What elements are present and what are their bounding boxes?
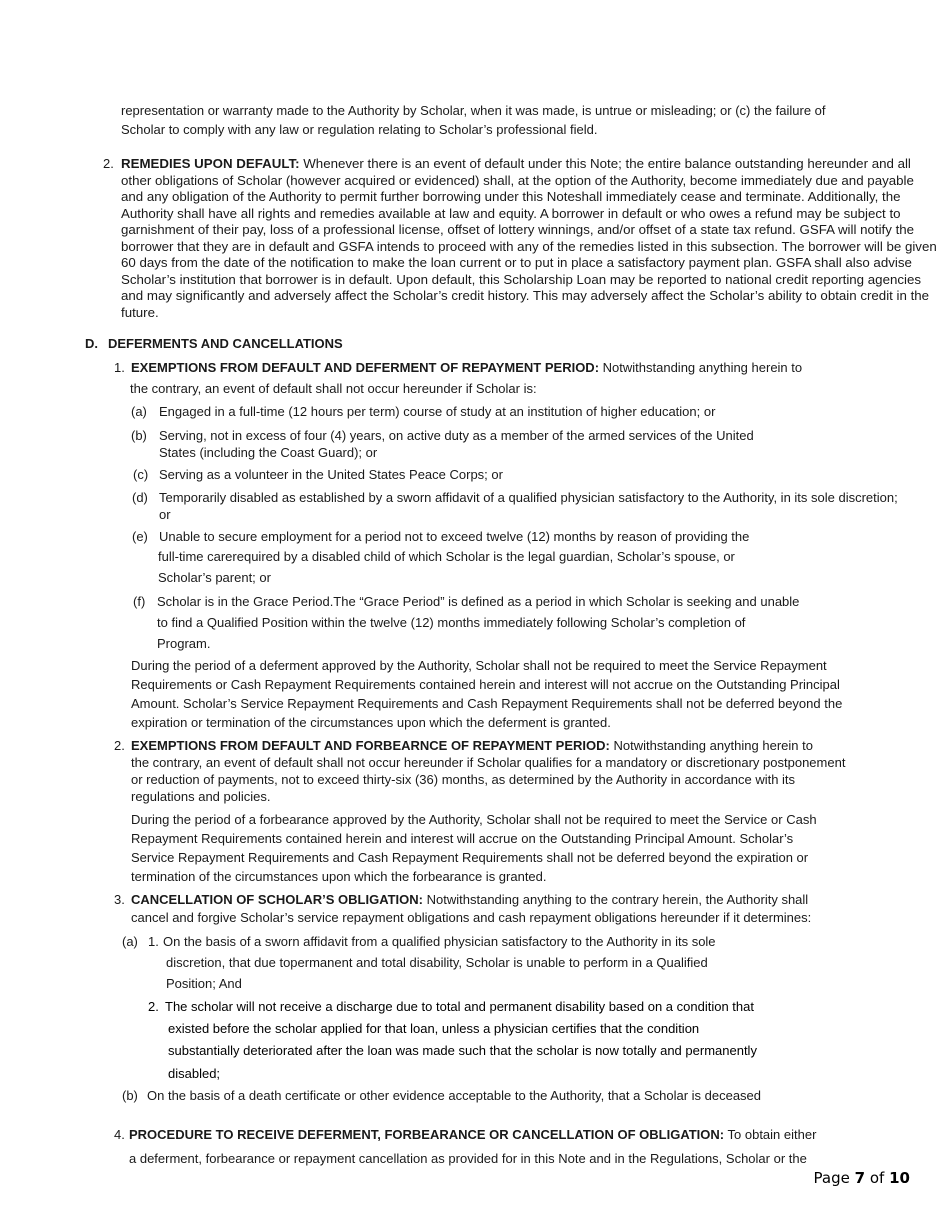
item2-para-line-1: During the period of a forbearance approved by the Authority, Scholar shall not be required to meet the Service or Cash	[131, 812, 817, 827]
item3-title: CANCELLATION OF SCHOLAR’S OBLIGATION:	[131, 892, 423, 907]
item1-a-label: (a)	[131, 404, 147, 419]
item1-title: EXEMPTIONS FROM DEFAULT AND DEFERMENT OF REPAYMENT PERIOD:	[131, 360, 600, 375]
item4-title: PROCEDURE TO RECEIVE DEFERMENT, FORBEARANCE OR CANCELLATION OF OBLIGATION:	[129, 1127, 725, 1142]
item2-para-line-4: termination of the circumstances upon which the forbearance is granted.	[131, 869, 547, 884]
item4-heading-line	[129, 1127, 816, 1143]
item3-a1-text-1: On the basis of a sworn affidavit from a qualified physician satisfactory to the Authority in its sole	[163, 934, 716, 949]
remedies-title: REMEDIES UPON DEFAULT:	[121, 156, 300, 171]
item2-line-2: the contrary, an event of default shall not occur hereunder if Scholar qualifies for a mandatory or discretionary postponement	[131, 755, 846, 770]
item1-d-text-1: Temporarily disabled as established by a sworn affidavit of a qualified physician satisfactory to the Authority, in its sole discretion;	[159, 490, 898, 505]
remedies-paragraph	[121, 156, 939, 321]
item3-a2-number: 2.	[148, 999, 159, 1014]
remedies-body: Whenever there is an event of default under this Note; the entire balance outstanding hereunder and all other obligations of Scholar (however acquired or evidenced) shall, at the option of the Authority, become immediately due and payable and any obligation of the Authority to permit further borrowing under this Noteshall immediately cease and terminate. Additionally, the Authority shall have all rights and remedies available at law and equity. A borrower in default or who owes a refund may be subject to garnishment of their pay, loss of a professional license, offset of lottery winnings, and/or offset of a state tax refund. GSFA will notify the borrower that they are in default and GSFA intends to proceed with any of the remedies listed in this subsection. The borrower will be given 60 days from the date of the notification to make the loan current or to put in place a satisfactory payment plan. GSFA shall also advise Scholar’s institution that borrower is in default. Upon default, this Scholarship Loan may be reported to national credit reporting agencies and may significantly and adversely affect the Scholar’s credit history. This may adversely affect the Scholar’s ability to obtain credit in the future.	[121, 156, 937, 320]
item2-line-3: or reduction of payments, not to exceed thirty-six (36) months, as determined by the Authority in accordance with its	[131, 772, 796, 787]
item1-line-2: the contrary, an event of default shall not occur hereunder if Scholar is:	[130, 381, 537, 396]
item2-para-line-2: Repayment Requirements contained herein and interest will accrue on the Outstanding Principal Amount. Scholar’s	[131, 831, 794, 846]
item1-f-text-1: Scholar is in the Grace Period.The “Grace Period” is defined as a period in which Scholar is seeking and unable	[157, 594, 800, 609]
item3-heading-line	[131, 892, 808, 908]
item2-title: EXEMPTIONS FROM DEFAULT AND FORBEARNCE OF REPAYMENT PERIOD:	[131, 738, 610, 753]
item1-c-label: (c)	[133, 467, 149, 482]
item3-a2-text-3: substantially deteriorated after the loan was made such that the scholar is now totally and permanently	[168, 1043, 757, 1058]
remedies-number: 2.	[103, 156, 114, 171]
item3-a-label: (a)	[122, 934, 138, 949]
item3-a2-text-1: The scholar will not receive a discharge due to total and permanent disability based on a condition that	[165, 999, 754, 1014]
item2-line-4: regulations and policies.	[131, 789, 271, 804]
item1-b-text-2: States (including the Coast Guard); or	[159, 445, 378, 460]
item3-a1-text-3: Position; And	[166, 976, 242, 991]
item1-e-label: (e)	[132, 529, 148, 544]
item1-f-label: (f)	[133, 594, 146, 609]
item3-b-text: On the basis of a death certificate or other evidence acceptable to the Authority, that a Scholar is deceased	[147, 1088, 762, 1103]
item3-a2-text-4: disabled;	[168, 1066, 221, 1081]
item1-number: 1.	[114, 360, 125, 375]
section-d-title: DEFERMENTS AND CANCELLATIONS	[108, 336, 343, 351]
item1-d-label: (d)	[132, 490, 148, 505]
item1-para-line-1: During the period of a deferment approved by the Authority, Scholar shall not be required to meet the Service Repayment	[131, 658, 827, 673]
intro-line-2: Scholar to comply with any law or regulation relating to Scholar’s professional field.	[121, 122, 598, 137]
item1-b-text-1: Serving, not in excess of four (4) years, on active duty as a member of the armed services of the United	[159, 428, 754, 443]
item4-number: 4.	[114, 1127, 125, 1142]
intro-line-1: representation or warranty made to the Authority by Scholar, when it was made, is untrue or misleading; or (c) the failure of	[121, 103, 826, 118]
item1-f-text-3: Program.	[157, 636, 211, 651]
item1-para-line-3: Amount. Scholar’s Service Repayment Requirements and Cash Repayment Requirements shall not be deferred beyond the	[131, 696, 843, 711]
item1-para-line-4: expiration or termination of the circumstances upon which the deferment is granted.	[131, 715, 611, 730]
item3-line-2: cancel and forgive Scholar’s service repayment obligations and cash repayment obligations hereunder if it determines:	[131, 910, 812, 925]
item1-a-text: Engaged in a full-time (12 hours per term) course of study at an institution of higher education; or	[159, 404, 716, 419]
item1-heading-line	[131, 360, 802, 376]
item1-e-text-2: full-time carerequired by a disabled child of which Scholar is the legal guardian, Scholar’s spouse, or	[158, 549, 735, 564]
item2-line-1: Notwithstanding anything herein to	[613, 738, 813, 753]
section-d-letter: D.	[85, 336, 98, 351]
item3-a1-text-2: discretion, that due topermanent and total disability, Scholar is unable to perform in a Qualified	[166, 955, 708, 970]
item1-f-text-2: to find a Qualified Position within the twelve (12) months immediately following Scholar’s completion of	[157, 615, 746, 630]
item3-a2-text-2: existed before the scholar applied for that loan, unless a physician certifies that the condition	[168, 1021, 700, 1036]
item4-line-2: a deferment, forbearance or repayment cancellation as provided for in this Note and in the Regulations, Scholar or the	[129, 1151, 807, 1166]
item1-d-text-2: or	[159, 507, 171, 522]
item1-e-text-3: Scholar’s parent; or	[158, 570, 271, 585]
item3-a1-number: 1.	[148, 934, 159, 949]
item3-number: 3.	[114, 892, 125, 907]
item1-e-text-1: Unable to secure employment for a period not to exceed twelve (12) months by reason of providing the	[159, 529, 750, 544]
item3-b-label: (b)	[122, 1088, 138, 1103]
item2-para-line-3: Service Repayment Requirements and Cash Repayment Requirements shall not be deferred beyond the expiration or	[131, 850, 809, 865]
item1-para-line-2: Requirements or Cash Repayment Requirements contained herein and interest will not accrue on the Outstanding Principal	[131, 677, 840, 692]
item2-number: 2.	[114, 738, 125, 753]
page-total: 10	[889, 1169, 910, 1187]
item1-b-label: (b)	[131, 428, 147, 443]
item4-line-1: To obtain either	[727, 1127, 817, 1142]
page-current: 7	[854, 1169, 866, 1187]
item1-line-1: Notwithstanding anything herein to	[602, 360, 803, 375]
item3-line-1: Notwithstanding anything to the contrary herein, the Authority shall	[426, 892, 809, 907]
page-number	[814, 1169, 910, 1187]
page-of: of	[869, 1169, 885, 1187]
item1-c-text: Serving as a volunteer in the United States Peace Corps; or	[159, 467, 503, 482]
item2-heading-line	[131, 738, 813, 754]
page-prefix: Page	[813, 1169, 850, 1187]
